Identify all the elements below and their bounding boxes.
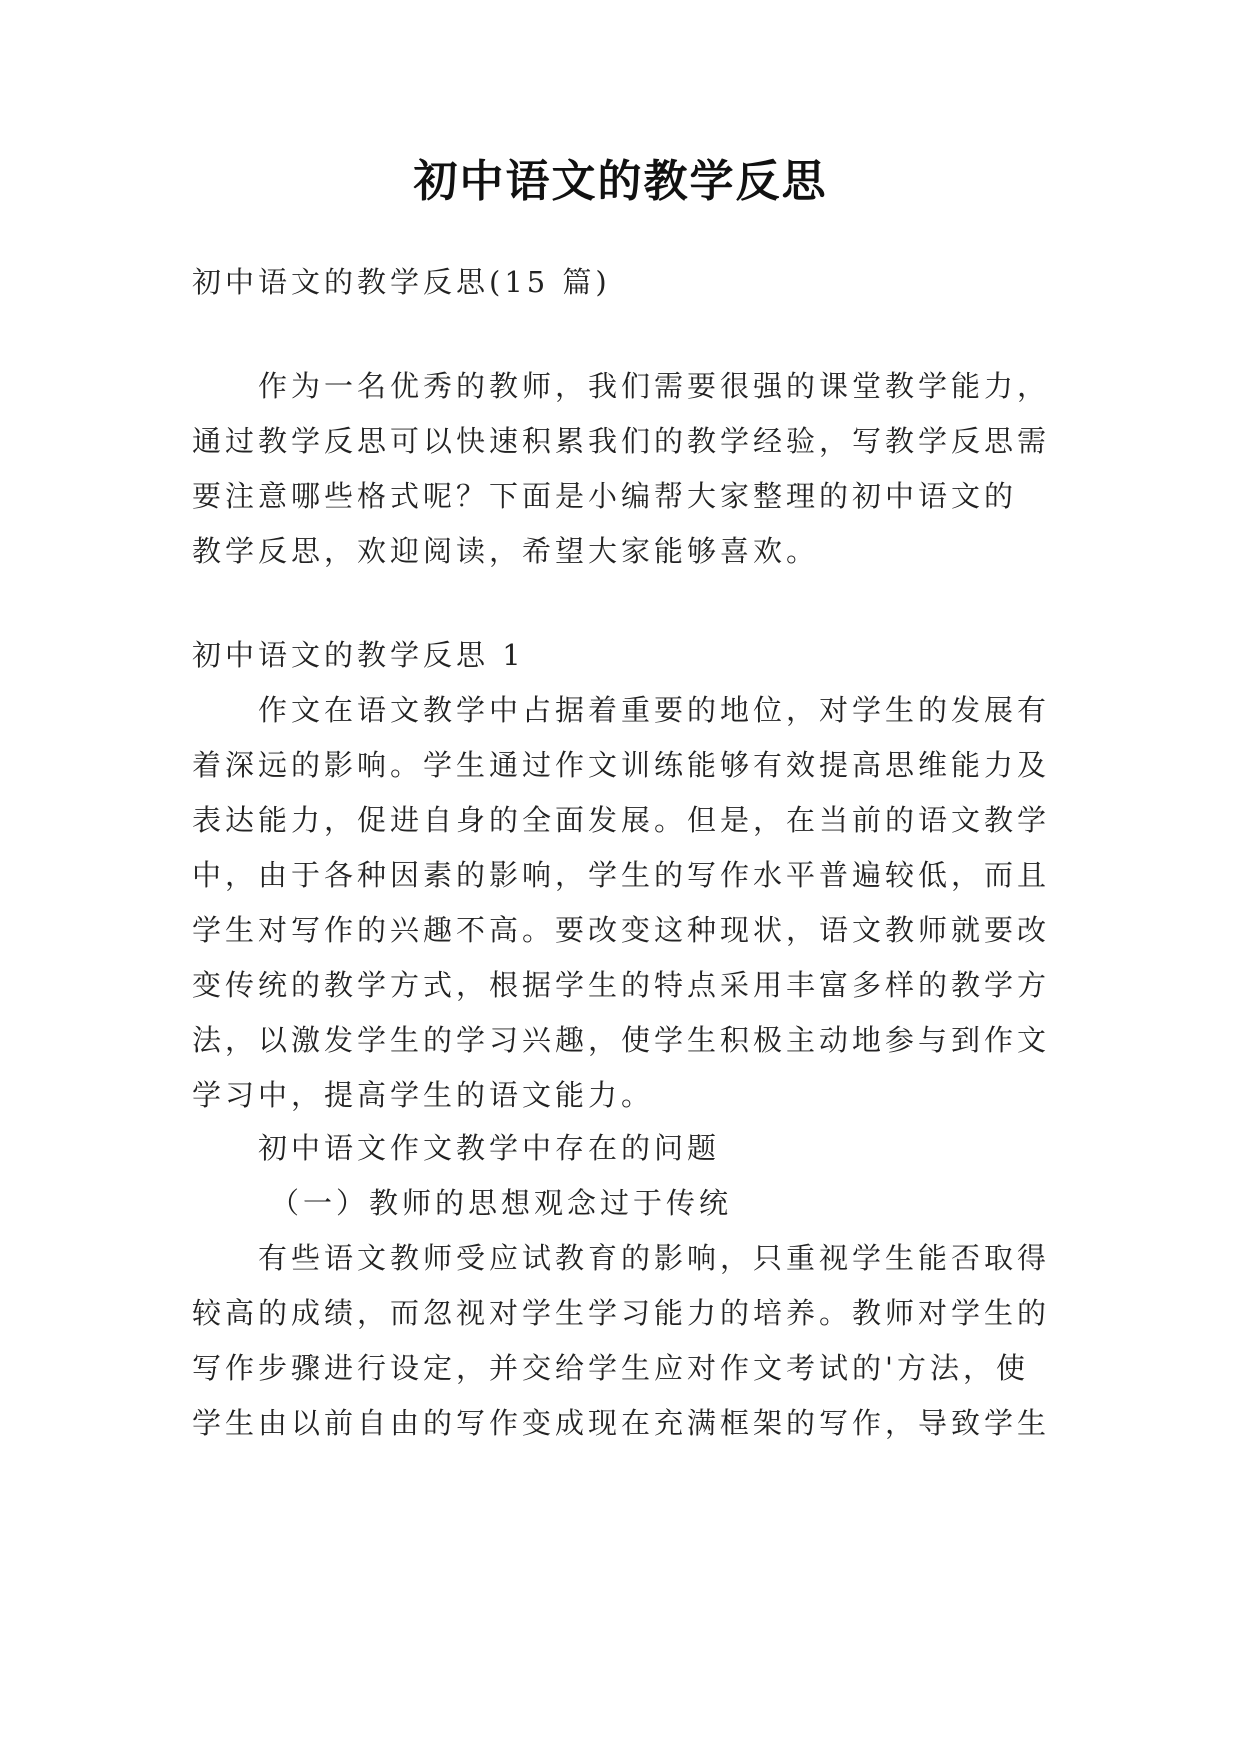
para1-line-5: 学生对写作的兴趣不高。要改变这种现状，语文教师就要改: [192, 913, 1051, 947]
para2-line-1: 有些语文教师受应试教育的影响，只重视学生能否取得: [258, 1241, 1051, 1275]
intro-line-4: 教学反思，欢迎阅读，希望大家能够喜欢。: [192, 534, 820, 568]
para1-line-4: 中，由于各种因素的影响，学生的写作水平普遍较低，而且: [192, 858, 1051, 892]
para2-line-2: 较高的成绩，而忽视对学生学习能力的培养。教师对学生的: [192, 1296, 1051, 1330]
para1-line-2: 着深远的影响。学生通过作文训练能够有效提高思维能力及: [192, 748, 1051, 782]
para2-line-3: 写作步骤进行设定，并交给学生应对作文考试的'方法，使: [192, 1351, 1029, 1385]
subheading-problems: 初中语文作文教学中存在的问题: [258, 1131, 721, 1165]
para1-line-8: 学习中，提高学生的语文能力。: [192, 1078, 655, 1112]
intro-line-1: 作为一名优秀的教师，我们需要很强的课堂教学能力，: [258, 369, 1051, 403]
intro-line-2: 通过教学反思可以快速积累我们的教学经验，写教学反思需: [192, 424, 1051, 458]
section-heading: 初中语文的教学反思 1: [192, 638, 525, 672]
para1-line-6: 变传统的教学方式，根据学生的特点采用丰富多样的教学方: [192, 968, 1051, 1002]
document-subtitle: 初中语文的教学反思(15 篇): [192, 265, 611, 299]
para1-line-1: 作文在语文教学中占据着重要的地位，对学生的发展有: [258, 693, 1051, 727]
document-title: 初中语文的教学反思: [413, 156, 828, 207]
para2-line-4: 学生由以前自由的写作变成现在充满框架的写作，导致学生: [192, 1406, 1051, 1440]
intro-line-3: 要注意哪些格式呢？下面是小编帮大家整理的初中语文的: [192, 479, 1018, 513]
para1-line-7: 法，以激发学生的学习兴趣，使学生积极主动地参与到作文: [192, 1023, 1051, 1057]
para1-line-3: 表达能力，促进自身的全面发展。但是，在当前的语文教学: [192, 803, 1051, 837]
subheading-one: （一）教师的思想观念过于传统: [270, 1186, 733, 1220]
